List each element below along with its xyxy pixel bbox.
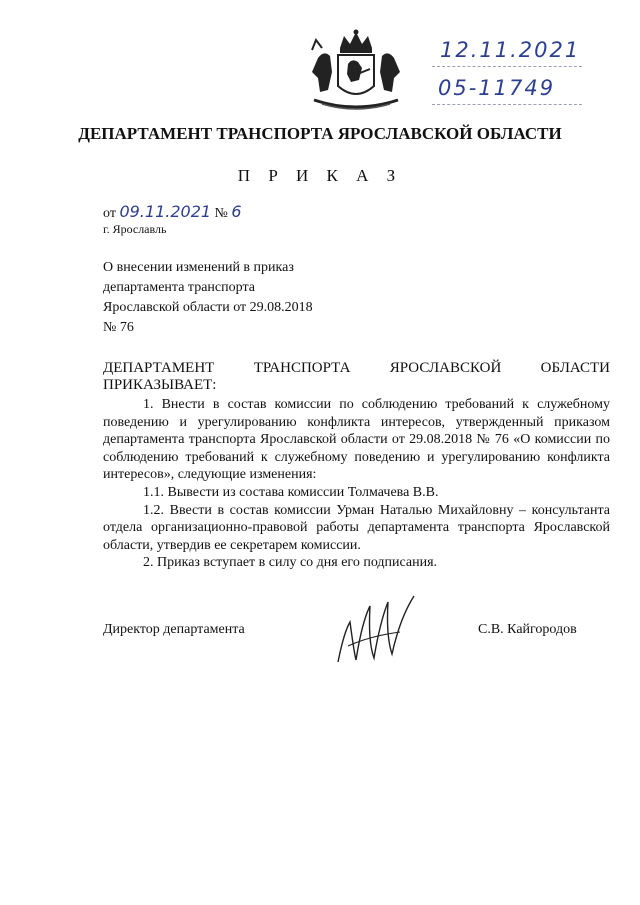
subject-line: № 76 [103,320,134,335]
handwritten-number: 6 [231,202,242,221]
date-prefix: от [103,206,116,221]
subject-line: О внесении изменений в приказ [103,260,294,275]
order-body [103,396,610,572]
city-line: г. Ярославль [103,222,167,236]
signatory-role: Директор департамента [103,622,245,637]
organization-title: ДЕПАРТАМЕНТ ТРАНСПОРТА ЯРОСЛАВСКОЙ ОБЛАСТИ [78,124,562,143]
stamp-divider [432,104,582,105]
order-heading-word: ЯРОСЛАВСКОЙ [389,360,502,376]
subject-block [103,258,363,338]
order-paragraph: 1.1. Вывести из состава комиссии Толмачева В.В. [143,484,439,500]
coat-of-arms-emblem [300,28,412,112]
registration-stamp [420,30,590,110]
order-paragraph: 2. Приказ вступает в силу со дня его подписания. [143,555,438,571]
document-type-title: П Р И К А З [237,166,403,185]
date-number-line [103,202,242,222]
handwritten-signature [330,592,420,670]
subject-line: департамента транспорта [103,280,255,295]
order-heading-word: ОБЛАСТИ [540,360,610,376]
number-prefix: № [214,206,228,221]
order-heading-word: ДЕПАРТАМЕНТ [103,360,215,376]
stamp-received-date: 12.11.2021 [440,38,581,62]
handwritten-date: 09.11.2021 [119,202,212,221]
order-heading-line2: ПРИКАЗЫВАЕТ: [103,377,217,393]
order-paragraph: 1. Внести в состав комиссии по соблюдению требований к служебному поведению и урегулированию конфликта интересов, утвержденный приказом департамента транспорта Ярославской области от 29.08.2018 № 76 «О комиссии по соблюдению требований к служебному поведению и урегулированию конфликта интересов», следующие изменения: [103,397,610,483]
stamp-divider [432,66,582,67]
order-heading [103,360,610,394]
order-heading-word: ТРАНСПОРТА [253,360,351,376]
subject-line: Ярославской области от 29.08.2018 [103,300,313,315]
stamp-incoming-number: 05-11749 [438,76,556,100]
order-paragraph: 1.2. Ввести в состав комиссии Урман Наталью Михайловну – консультанта отдела организационно-правовой работы департамента транспорта Ярославской области, утвердив ее секретарем комиссии. [103,502,610,553]
signatory-name: С.В. Кайгородов [478,622,577,637]
